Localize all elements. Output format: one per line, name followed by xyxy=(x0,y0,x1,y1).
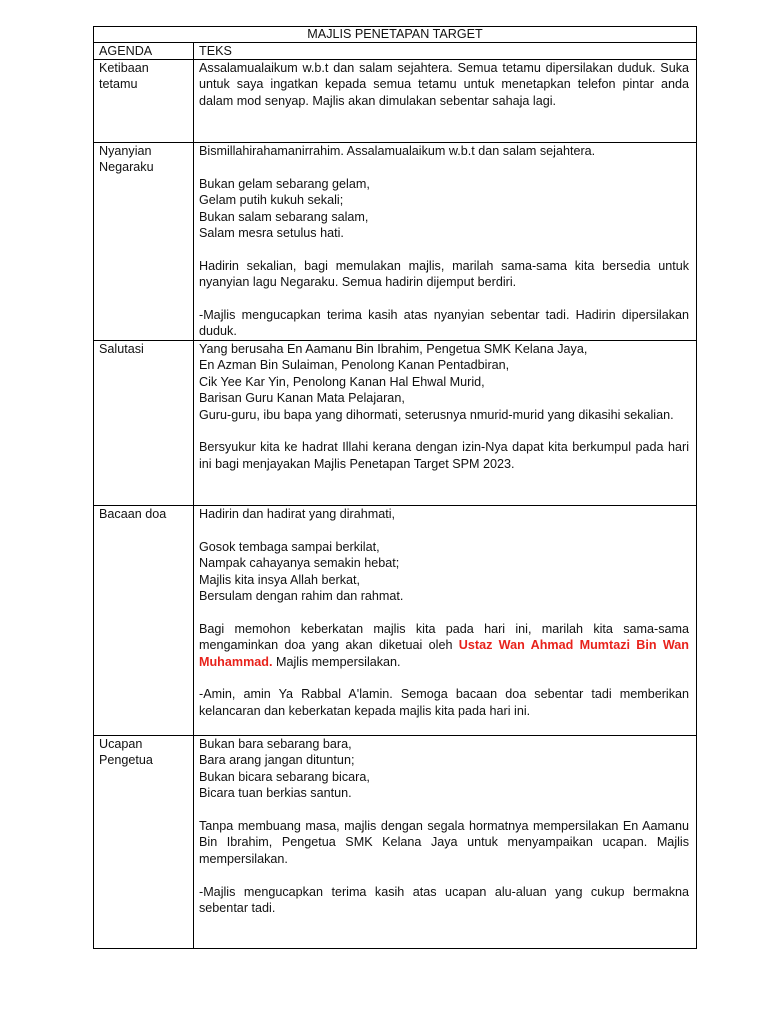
pantun-line: Bara arang jangan dituntun; xyxy=(199,753,355,768)
agenda-cell-bacaan xyxy=(94,506,194,736)
table-header-row xyxy=(94,43,697,60)
teks-cell-ketibaan xyxy=(194,60,697,143)
table-row xyxy=(94,736,697,949)
pantun-line: Bukan bicara sebarang bicara, xyxy=(199,769,370,784)
paragraph-text: Majlis mempersilakan. xyxy=(272,654,401,669)
agenda-label: Pengetua xyxy=(99,753,153,768)
teks-cell-salutasi xyxy=(194,341,697,506)
pantun xyxy=(199,176,689,242)
agenda-cell-ucapan xyxy=(94,736,194,949)
agenda-cell-nyanyian xyxy=(94,143,194,341)
pantun-line: Gosok tembaga sampai berkilat, xyxy=(199,539,380,554)
agenda-label: Nyanyian xyxy=(99,144,152,158)
salutation-line: En Azman Bin Sulaiman, Penolong Kanan Pentadbiran, xyxy=(199,358,510,373)
table-row xyxy=(94,60,697,143)
paragraph: Hadirin dan hadirat yang dirahmati, xyxy=(199,507,396,521)
paragraph: Bismillahirahamanirrahim. Assalamualaikum w.b.t dan salam sejahtera. xyxy=(199,144,596,158)
agenda-label: Bacaan doa xyxy=(99,507,167,521)
pantun-line: Majlis kita insya Allah berkat, xyxy=(199,572,360,587)
pantun-line: Bukan bara sebarang bara, xyxy=(199,737,352,751)
salutation-line: Cik Yee Kar Yin, Penolong Kanan Hal Ehwal Murid, xyxy=(199,374,485,389)
pantun xyxy=(199,539,689,605)
paragraph: Assalamualaikum w.b.t dan salam sejahtera. Semua tetamu dipersilakan duduk. Suka untuk saya ingatkan kepada semua tetamu untuk menetapkan telefon pintar anda dalam mod senyap. Majlis akan dimulakan sebentar sahaja lagi. xyxy=(199,61,690,108)
salutation-list xyxy=(199,341,689,423)
salutation-line: Barisan Guru Kanan Mata Pelajaran, xyxy=(199,391,405,406)
document-title: MAJLIS PENETAPAN TARGET xyxy=(94,27,697,43)
agenda-cell-ketibaan xyxy=(94,60,194,143)
table-title-row xyxy=(94,27,697,43)
paragraph: Bersyukur kita ke hadrat Illahi kerana dengan izin-Nya dapat kita berkumpul pada hari ini bagi menjayakan Majlis Penetapan Target SPM 2023. xyxy=(199,440,690,471)
pantun-line: Salam mesra setulus hati. xyxy=(199,226,344,241)
teks-cell-nyanyian xyxy=(194,143,697,341)
paragraph xyxy=(199,621,689,670)
paragraph: Hadirin sekalian, bagi memulakan majlis, marilah sama-sama kita bersedia untuk nyanyian lagu Negaraku. Semua hadirin dijemput berdiri. xyxy=(199,258,690,290)
agenda-label: Ucapan xyxy=(99,737,143,751)
table-row xyxy=(94,341,697,506)
teks-cell-ucapan xyxy=(194,736,697,949)
pantun xyxy=(199,736,689,802)
salutation-line: Guru-guru, ibu bapa yang dihormati, seterusnya nmurid-murid yang dikasihi sekalian. xyxy=(199,407,674,422)
table-row xyxy=(94,506,697,736)
pantun-line: Nampak cahayanya semakin hebat; xyxy=(199,556,400,571)
table-row xyxy=(94,143,697,341)
header-agenda: AGENDA xyxy=(94,43,194,60)
salutation-line: Yang berusaha En Aamanu Bin Ibrahim, Pengetua SMK Kelana Jaya, xyxy=(199,342,588,356)
pantun-line: Bukan salam sebarang salam, xyxy=(199,209,369,224)
paragraph: Tanpa membuang masa, majlis dengan segala hormatnya mempersilakan En Aamanu Bin Ibrahim, Pengetua SMK Kelana Jaya untuk menyampaikan ucapan. Majlis mempersilakan. xyxy=(199,819,690,866)
header-teks: TEKS xyxy=(194,43,697,60)
highlighted-name: Ustaz Wan Ahmad Mumtazi Bin Wan Muhammad. xyxy=(199,638,690,669)
paragraph: -Majlis mengucapkan terima kasih atas ucapan alu-aluan yang cukup bermakna sebentar tadi. xyxy=(199,884,690,916)
agenda-label: Salutasi xyxy=(99,342,144,356)
pantun-line: Bukan gelam sebarang gelam, xyxy=(199,176,370,191)
event-script-table xyxy=(93,26,697,949)
agenda-cell-salutasi xyxy=(94,341,194,506)
paragraph: -Majlis mengucapkan terima kasih atas nyanyian sebentar tadi. Hadirin dipersilakan duduk. xyxy=(199,308,690,339)
paragraph: -Amin, amin Ya Rabbal A'lamin. Semoga bacaan doa sebentar tadi memberikan kelancaran dan keberkatan kepada majlis kita pada hari ini. xyxy=(199,687,690,718)
paragraph-text: Bagi memohon keberkatan majlis kita pada hari ini, marilah kita sama-sama mengaminkan doa yang akan diketuai oleh xyxy=(199,621,690,653)
pantun-line: Bersulam dengan rahim dan rahmat. xyxy=(199,589,404,604)
agenda-label: Negaraku xyxy=(99,160,154,175)
agenda-label: tetamu xyxy=(99,77,138,92)
teks-cell-bacaan xyxy=(194,506,697,736)
pantun-line: Gelam putih kukuh sekali; xyxy=(199,193,344,208)
agenda-label: Ketibaan xyxy=(99,61,149,75)
pantun-line: Bicara tuan berkias santun. xyxy=(199,786,352,801)
